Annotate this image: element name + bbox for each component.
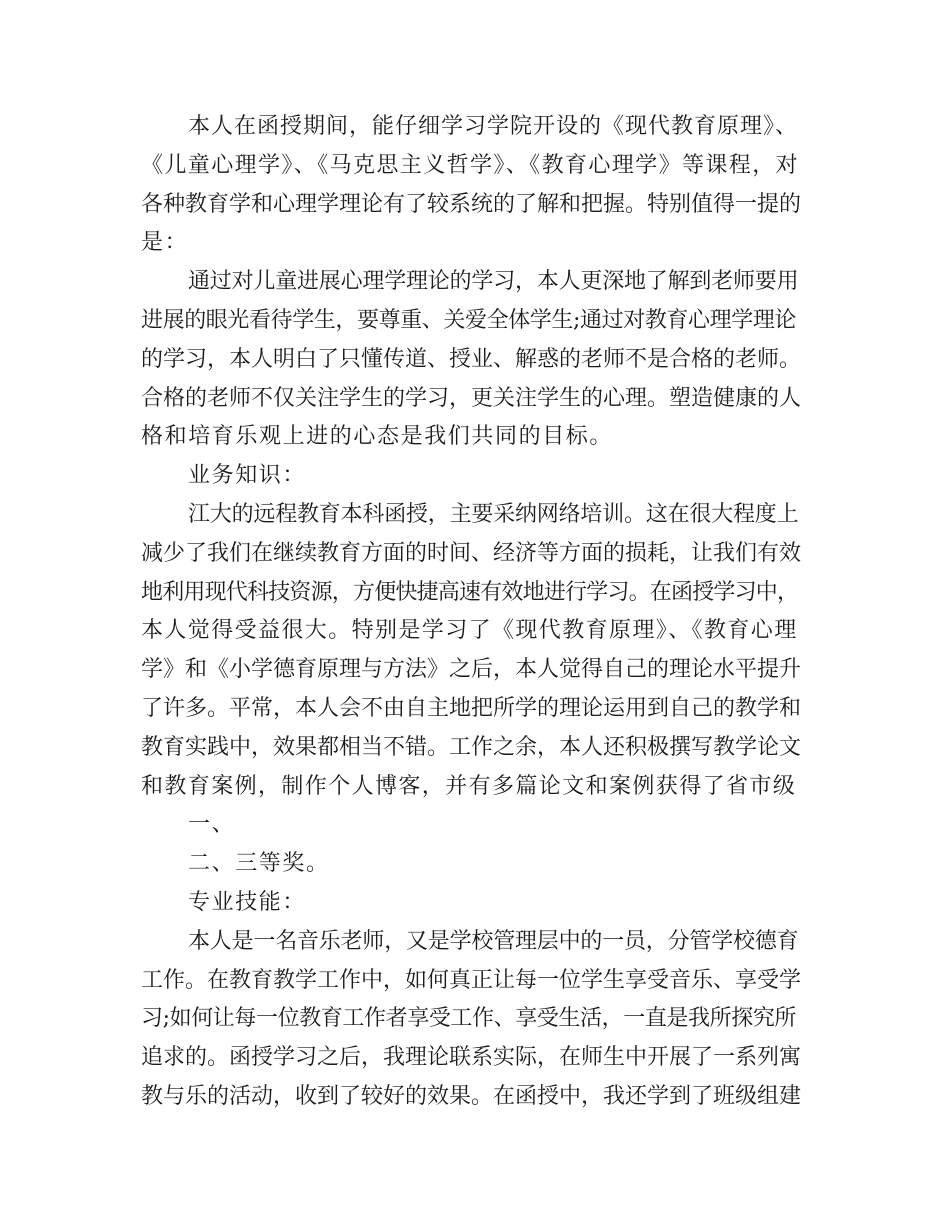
text-line: 教与乐的活动，收到了较好的效果。在函授中，我还学到了班级组建 xyxy=(141,1083,802,1109)
text-line: 的学习，本人明白了只懂传道、授业、解惑的老师不是合格的老师。 xyxy=(141,346,802,372)
text-line: 进展的眼光看待学生，要尊重、关爱全体学生;通过对教育心理学理论 xyxy=(141,307,797,333)
text-line: 本人是一名音乐老师，又是学校管理层中的一员，分管学校德育 xyxy=(188,928,799,954)
text-line: 习;如何让每一位教育工作者享受工作、享受生活，一直是我所探究所 xyxy=(141,1006,797,1032)
text-line: 通过对儿童进展心理学理论的学习，本人更深地了解到老师要用 xyxy=(188,269,799,295)
text-line: 教育实践中，效果都相当不错。工作之余，本人还积极撰写教学论文 xyxy=(141,734,802,760)
text-line: 工作。在教育教学工作中，如何真正让每一位学生享受音乐、享受学 xyxy=(141,967,802,993)
text-line: 是： xyxy=(141,230,189,256)
text-line: 二、三等奖。 xyxy=(188,851,330,877)
text-line: 合格的老师不仅关注学生的学习，更关注学生的心理。塑造健康的人 xyxy=(141,385,802,411)
section-heading-professional-skills: 专业技能： xyxy=(188,889,307,915)
text-line: 江大的远程教育本科函授，主要采纳网络培训。这在很大程度上 xyxy=(188,501,799,527)
text-line: 和教育案例，制作个人博客，并有多篇论文和案例获得了省市级 xyxy=(141,773,797,799)
text-line: 减少了我们在继续教育方面的时间、经济等方面的损耗，让我们有效 xyxy=(141,540,802,566)
text-line: 追求的。函授学习之后，我理论联系实际，在师生中开展了一系列寓 xyxy=(141,1045,802,1071)
text-line: 学》和《小学德育原理与方法》之后，本人觉得自己的理论水平提升 xyxy=(141,657,802,683)
section-heading-business-knowledge: 业务知识： xyxy=(188,463,307,489)
text-line: 《儿童心理学》、《马克思主义哲学》、《教育心理学》等课程，对 xyxy=(141,152,800,178)
text-line: 地利用现代科技资源，方便快捷高速有效地进行学习。在函授学习中， xyxy=(141,579,799,605)
document-body xyxy=(141,108,801,1117)
text-line: 一、 xyxy=(188,812,236,838)
text-line: 格和培育乐观上进的心态是我们共同的目标。 xyxy=(141,424,614,450)
text-line: 各种教育学和心理学理论有了较系统的了解和把握。特别值得一提的 xyxy=(141,191,802,217)
text-line: 本人觉得受益很大。特别是学习了《现代教育原理》、《教育心理 xyxy=(141,618,798,644)
text-line: 本人在函授期间，能仔细学习学院开设的《现代教育原理》、 xyxy=(188,114,799,139)
text-line: 了许多。平常，本人会不由自主地把所学的理论运用到自己的教学和 xyxy=(141,695,802,721)
